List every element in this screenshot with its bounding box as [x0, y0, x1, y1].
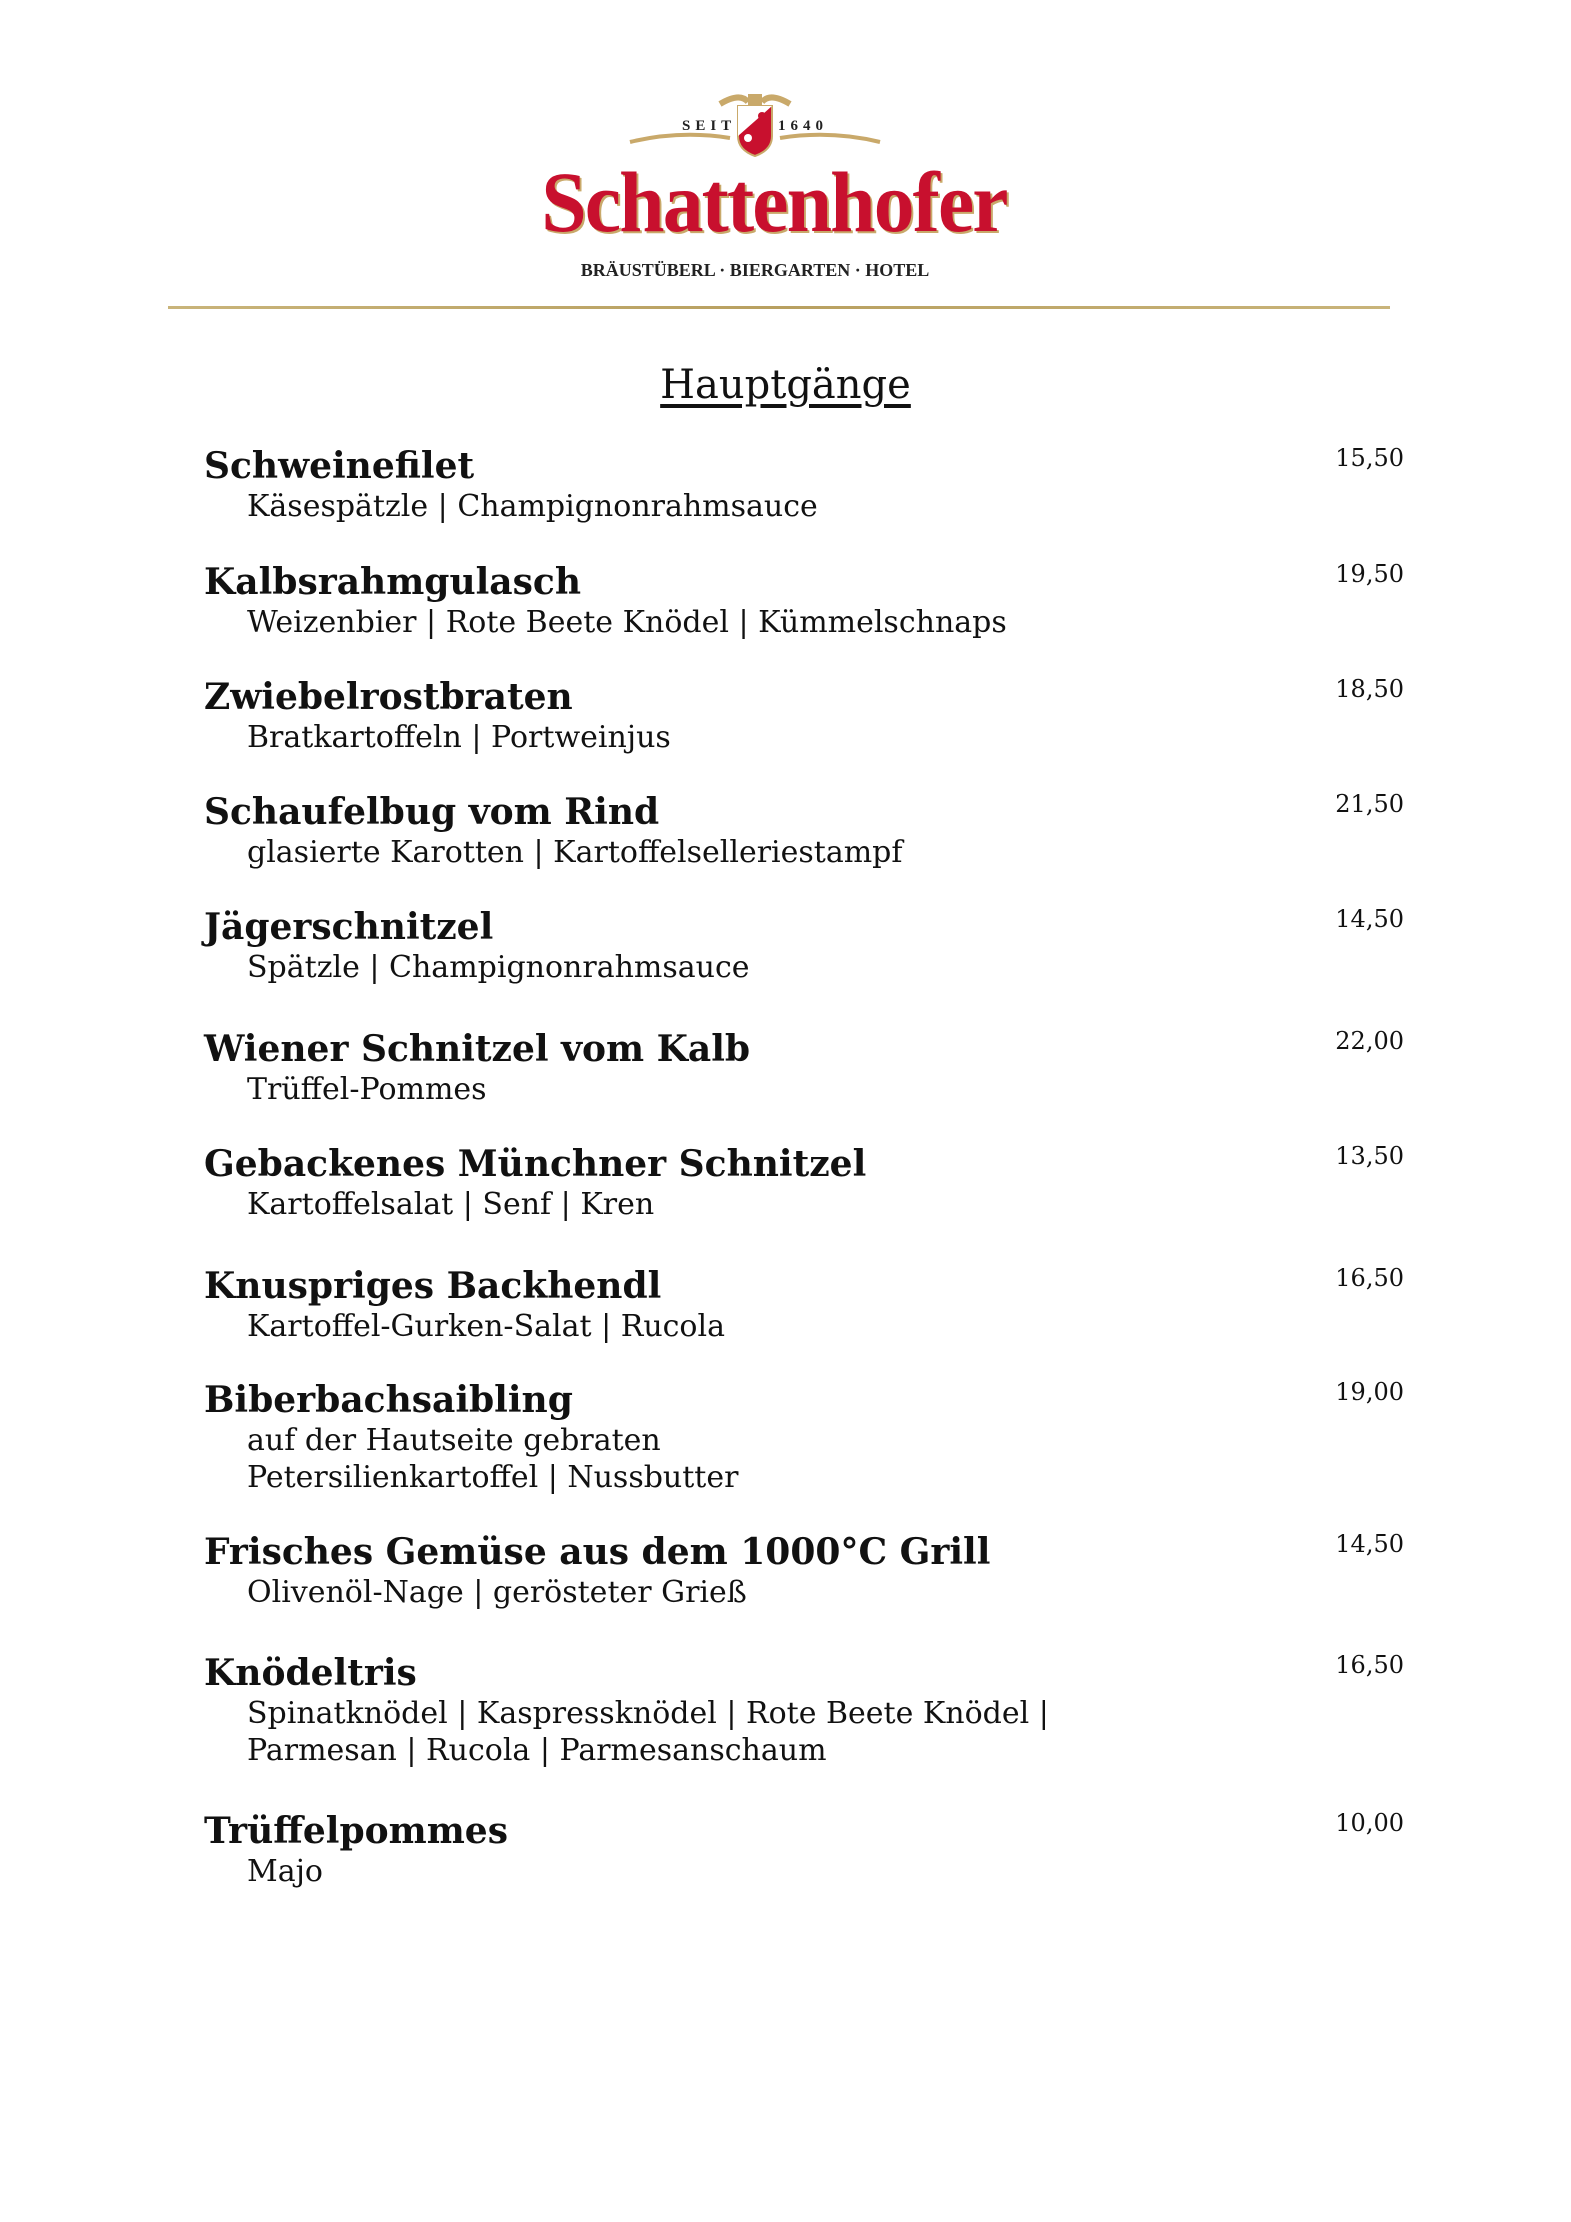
item-description: Kartoffel-Gurken-Salat | Rucola: [247, 1309, 725, 1344]
item-name: Knödeltris: [204, 1652, 417, 1694]
item-description: Spinatknödel | Kaspressknödel | Rote Beete Knödel |: [247, 1696, 1049, 1731]
menu-item: [204, 905, 1404, 986]
menu-item: [204, 675, 1404, 756]
item-price: 21,50: [1335, 790, 1404, 818]
menu-item: [204, 1142, 1404, 1223]
item-name: Wiener Schnitzel vom Kalb: [204, 1028, 751, 1070]
item-description: Trüffel-Pommes: [247, 1072, 487, 1107]
item-price: 18,50: [1335, 675, 1404, 703]
item-description: Bratkartoffeln | Portweinjus: [247, 720, 671, 755]
page-title: Hauptgänge: [660, 362, 911, 408]
item-price: 14,50: [1335, 905, 1404, 933]
item-price: 22,00: [1335, 1027, 1404, 1055]
item-name: Schaufelbug vom Rind: [204, 791, 660, 833]
menu-item: [204, 1378, 1404, 1496]
item-description: Majo: [247, 1854, 323, 1889]
item-description: auf der Hautseite gebraten: [247, 1423, 661, 1458]
item-name: Jägerschnitzel: [204, 906, 494, 948]
item-price: 14,50: [1335, 1530, 1404, 1558]
menu-item: [204, 1264, 1404, 1345]
menu-item: [204, 1530, 1404, 1611]
item-name: Zwiebelrostbraten: [204, 676, 573, 718]
logo-seit: SEIT: [682, 118, 737, 134]
schattenhofer-logo: [530, 92, 1007, 292]
gold-divider: [168, 306, 1390, 309]
menu-item: [204, 444, 1404, 525]
item-price: 10,00: [1335, 1809, 1404, 1837]
item-name: Trüffelpommes: [204, 1810, 508, 1852]
menu-item: [204, 560, 1404, 641]
logo-brand: Schattenhofer: [541, 154, 1007, 250]
item-price: 19,50: [1335, 560, 1404, 588]
item-name: Biberbachsaibling: [204, 1379, 573, 1421]
menu-item: [204, 1027, 1404, 1108]
item-price: 16,50: [1335, 1264, 1404, 1292]
item-name: Knuspriges Backhendl: [204, 1265, 662, 1307]
item-description: Kartoffelsalat | Senf | Kren: [247, 1187, 655, 1222]
item-name: Frisches Gemüse aus dem 1000°C Grill: [204, 1531, 991, 1573]
item-name: Schweinefilet: [204, 445, 475, 487]
item-description: glasierte Karotten | Kartoffelselleriestampf: [247, 835, 903, 870]
item-description: Weizenbier | Rote Beete Knödel | Kümmelschnaps: [247, 605, 1007, 640]
item-description: Olivenöl-Nage | gerösteter Grieß: [247, 1575, 747, 1610]
item-price: 16,50: [1335, 1651, 1404, 1679]
item-description: Spätzle | Champignonrahmsauce: [247, 950, 750, 985]
menu-item: [204, 1651, 1404, 1769]
menu-item: [204, 1809, 1404, 1890]
item-name: Kalbsrahmgulasch: [204, 561, 581, 603]
menu-item: [204, 790, 1404, 871]
item-price: 15,50: [1335, 444, 1404, 472]
item-price: 19,00: [1335, 1378, 1404, 1406]
item-description: Parmesan | Rucola | Parmesanschaum: [247, 1733, 827, 1768]
logo-tagline: BRÄUSTÜBERL · BIERGARTEN · HOTEL: [580, 260, 930, 280]
item-description: Käsespätzle | Champignonrahmsauce: [247, 489, 818, 524]
item-name: Gebackenes Münchner Schnitzel: [204, 1143, 867, 1185]
item-price: 13,50: [1335, 1142, 1404, 1170]
item-description: Petersilienkartoffel | Nussbutter: [247, 1460, 739, 1495]
logo-year: 1640: [778, 118, 828, 134]
